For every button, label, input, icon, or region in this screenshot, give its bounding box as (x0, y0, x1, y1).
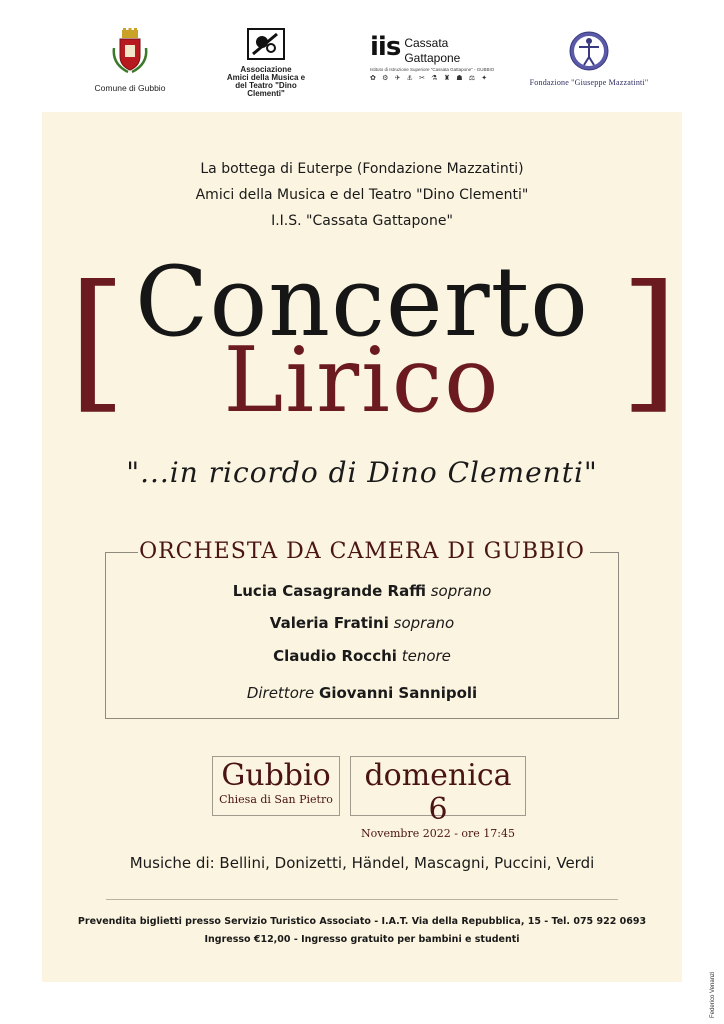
fondazione-caption: Fondazione "Giuseppe Mazzatinti" (529, 78, 649, 87)
ticket-presale: Prevendita biglietti presso Servizio Turistico Associato - I.A.T. Via della Repubblica, 15 - Tel. 075 922 0693 (77, 916, 647, 927)
masks-icon (247, 28, 285, 60)
designer-credit (702, 948, 714, 1018)
iis-logo (370, 32, 495, 82)
composers: Musiche di: Bellini, Donizetti, Händel, Mascagni, Puccini, Verdi (129, 854, 595, 872)
logo-strip (0, 0, 724, 110)
comune-logo (84, 28, 176, 92)
organizers (0, 156, 724, 234)
iis-subtitle: Istituto di Istruzione Superiore "Cassata Gattapone" - GUBBIO (370, 67, 495, 72)
iis-mark: iis (370, 32, 401, 62)
conductor-name: Giovanni Sannipoli (319, 684, 478, 702)
associazione-logo (216, 28, 316, 98)
organizer-line: Amici della Musica e del Teatro "Dino Clementi" (195, 187, 529, 203)
orchestra-name: ORCHESTA DA CAMERA DI GUBBIO (139, 539, 585, 564)
right-bracket: ] (620, 254, 679, 428)
organizer-line: La bottega di Euterpe (Fondazione Mazzatinti) (200, 161, 524, 177)
organizer-line: I.I.S. "Cassata Gattapone" (271, 213, 453, 229)
fondazione-logo (526, 30, 652, 87)
performer-name: Claudio Rocchi (273, 647, 397, 665)
subtitle: "...in ricordo di Dino Clementi" (126, 456, 598, 489)
performer-role: soprano (430, 582, 492, 600)
ticket-price: Ingresso €12,00 - Ingresso gratuito per bambini e studenti (204, 934, 520, 945)
performer-name: Lucia Casagrande Raffi (232, 582, 426, 600)
city-crest-icon (110, 28, 150, 76)
event-date-time: Novembre 2022 - ore 17:45 (361, 827, 515, 840)
performer-role: soprano (393, 614, 455, 632)
performer-role: tenore (401, 647, 451, 665)
divider (106, 899, 618, 900)
venue-city: Gubbio (221, 758, 331, 793)
associazione-caption-2: Amici della Musica e (226, 73, 306, 82)
performer (0, 612, 724, 634)
venue-box (212, 756, 340, 816)
performer (0, 580, 724, 602)
comune-caption: Comune di Gubbio (94, 83, 166, 93)
event-day: domenica 6 (364, 758, 512, 827)
iis-name-2: Gattapone (404, 51, 461, 65)
conductor-role: Direttore (246, 684, 315, 702)
conductor (0, 682, 724, 704)
credit-text: Federico Venanzi (710, 971, 716, 1018)
date-box (350, 756, 526, 840)
performer-name: Valeria Fratini (269, 614, 389, 632)
iis-name-1: Cassata (404, 36, 449, 50)
vitruvian-man-icon (568, 30, 610, 72)
venue-place: Chiesa di San Pietro (219, 793, 333, 806)
associazione-caption-1: Associazione (240, 65, 292, 74)
associazione-caption-3: del Teatro "Dino Clementi" (235, 81, 297, 98)
title-concerto: Concerto (135, 246, 589, 358)
left-bracket: [ (68, 254, 127, 428)
title-lirico: Lirico (223, 328, 501, 433)
iis-symbols-icon: ✿ ⚙ ✈ ⚓ ✂ ⚗ ♜ ☗ ⚖ ✦ (370, 74, 490, 82)
performer (0, 645, 724, 667)
